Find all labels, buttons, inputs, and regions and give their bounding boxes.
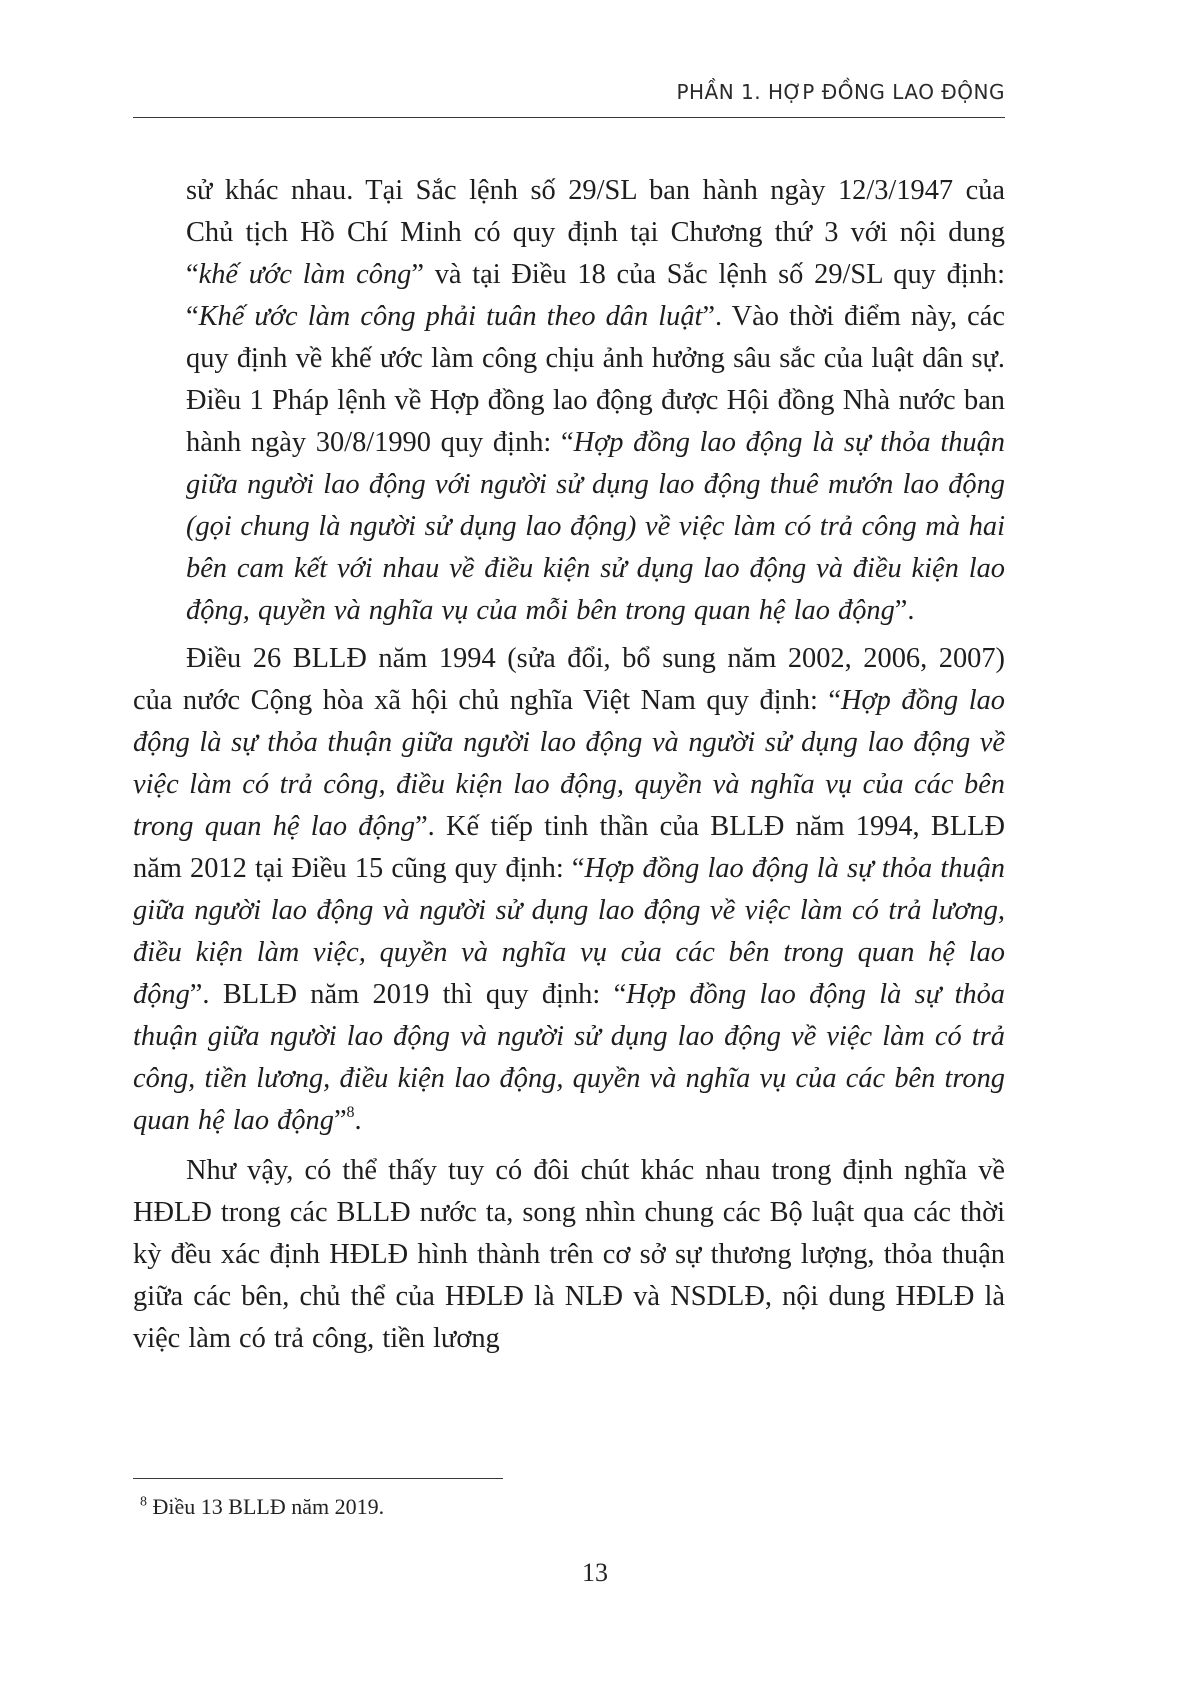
header-rule [133,117,1005,118]
footnote-text: Điều 13 BLLĐ năm 2019. [147,1494,385,1519]
footnote-marker: 8 [140,1494,147,1510]
p2-text-5: . [354,1105,362,1136]
p1-text-3: ”. Vào thời điểm này, các quy định về khế ước làm công chịu ảnh hưởng sâu sắc của luật dân sự. Điều 1 Pháp lệnh về Hợp đồng lao động được Hội đồng Nhà nước ban hành ngày 30/8/1990 quy định: “ [186,301,1005,458]
p2-text-1: Điều 26 BLLĐ năm 1994 (sửa đổi, bổ sung năm 2002, 2006, 2007) của nước Cộng hòa xã hội chủ nghĩa Việt Nam quy định: “ [133,643,1005,716]
p2-text-4: ” [333,1105,347,1136]
footnote [140,1492,1000,1522]
p1-quote-1: khế ước làm công [198,259,412,290]
p2-quote-1: Hợp đồng lao động là sự thỏa thuận giữa người lao động và người sử dụng lao động về việc làm có trả công, điều kiện lao động, quyền và nghĩa vụ của các bên trong quan hệ lao động [133,685,1005,842]
paragraph-2 [133,638,1005,1142]
p1-quote-3: Hợp đồng lao động là sự thỏa thuận giữa người lao động với người sử dụng lao động thuê mướn lao động (gọi chung là người sử dụng lao động) về việc làm có trả công mà hai bên cam kết với nhau về điều kiện sử dụng lao động và điều kiện lao động, quyền và nghĩa vụ của mỗi bên trong quan hệ lao động [186,427,1005,626]
p2-quote-2: Hợp đồng lao động là sự thỏa thuận giữa người lao động và người sử dụng lao động về việc làm có trả lương, điều kiện làm việc, quyền và nghĩa vụ của các bên trong quan hệ lao động [133,853,1005,1010]
paragraph-3: Như vậy, có thể thấy tuy có đôi chút khác nhau trong định nghĩa về HĐLĐ trong các BLLĐ nước ta, song nhìn chung các Bộ luật qua các thời kỳ đều xác định HĐLĐ hình thành trên cơ sở sự thương lượng, thỏa thuận giữa các bên, chủ thể của HĐLĐ là NLĐ và NSDLĐ, nội dung HĐLĐ là việc làm có trả công, tiền lương [133,1155,1005,1354]
p1-text-1: sử khác nhau. Tại Sắc lệnh số 29/SL ban hành ngày 12/3/1947 của Chủ tịch Hồ Chí Minh có quy định tại Chương thứ 3 với nội dung “ [186,175,1005,290]
p1-text-2: ” và tại Điều 18 của Sắc lệnh số 29/SL quy định: “ [186,259,1006,332]
running-header: PHẦN 1. HỢP ĐỒNG LAO ĐỘNG [676,80,1005,104]
p1-text-4: ”. [894,595,915,626]
p2-text-3: ”. BLLĐ năm 2019 thì quy định: “ [189,979,627,1010]
p1-quote-2: Khế ước làm công phải tuân theo dân luật [198,301,703,332]
body-text [133,170,1006,1360]
footnote-reference: 8 [346,1103,355,1121]
paragraph-1 [186,170,1005,632]
page-number: 13 [582,1558,608,1587]
p2-text-2: ”. Kế tiếp tinh thần của BLLĐ năm 1994, BLLĐ năm 2012 tại Điều 15 cũng quy định: “ [133,811,1006,884]
p2-quote-3: Hợp đồng lao động là sự thỏa thuận giữa người lao động và người sử dụng lao động về việc làm có trả công, tiền lương, điều kiện lao động, quyền và nghĩa vụ của các bên trong quan hệ lao động [133,979,1005,1136]
footnote-rule [133,1478,503,1479]
